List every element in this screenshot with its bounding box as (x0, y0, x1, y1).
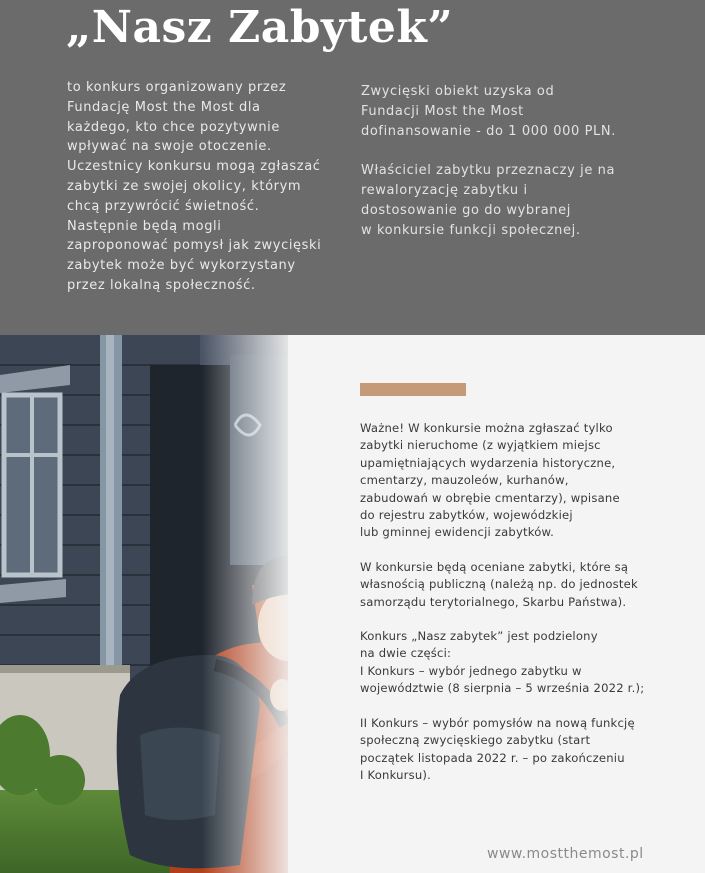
funding-paragraph (361, 82, 641, 141)
intro-line: przez lokalną społeczność. (67, 277, 256, 293)
details-line: na dwie części: (360, 646, 452, 661)
details-line: zabytki nieruchome (z wyjątkiem miejsc (360, 438, 601, 453)
intro-line: zabytki ze swojej okolicy, którym (67, 178, 302, 194)
details-line: I Konkursu). (360, 767, 432, 782)
details-line: zabudowań w obrębie cmentarzy), wpisane (360, 490, 620, 505)
details-line: początek listopada 2022 r. – po zakończeniu (360, 750, 625, 765)
details-line: do rejestru zabytków, wojewódzkiej (360, 508, 573, 523)
details-line: lub gminnej ewidencji zabytków. (360, 525, 555, 540)
intro-line: każdego, kto chce pozytywnie (67, 119, 280, 135)
owner-line: Właściciel zabytku przeznaczy je na (361, 163, 616, 179)
important-paragraph (360, 420, 660, 542)
funding-column (361, 82, 641, 241)
funding-line: Fundacji Most the Most (361, 103, 524, 119)
details-line: własnością publiczną (należą np. do jednostek (360, 577, 638, 592)
details-line: W konkursie będą oceniane zabytki, które są (360, 559, 629, 574)
owner-paragraph (361, 161, 641, 240)
intro-line: zaproponować pomysł jak zwycięski (67, 238, 322, 254)
funding-line: Zwycięski obiekt uzyska od (361, 84, 555, 99)
details-line: województwie (8 sierpnia – 5 września 2022 r.); (360, 681, 645, 696)
page-title: „Nasz Zabytek” (66, 2, 454, 53)
header-band (0, 0, 705, 335)
second-stage-paragraph (360, 715, 660, 785)
website-link[interactable]: www.mostthemost.pl (487, 846, 644, 862)
details-line: samorządu terytorialnego, Skarbu Państwa). (360, 594, 627, 609)
details-line: społeczną zwycięskiego zabytku (start (360, 733, 591, 748)
intro-line: wpływać na swoje otoczenie. (67, 139, 272, 155)
details-line: cmentarzy, mauzoleów, kurhanów, (360, 473, 569, 488)
owner-line: dostosowanie go do wybranej (361, 202, 571, 218)
photo-icon (0, 335, 288, 873)
intro-line: Fundację Most the Most dla (67, 99, 261, 115)
intro-line: zabytek może być wykorzystany (67, 258, 296, 274)
intro-column (67, 78, 337, 296)
details-line: I Konkurs – wybór jednego zabytku w (360, 663, 582, 678)
accent-bar (360, 383, 466, 396)
intro-line: Następnie będą mogli (67, 218, 222, 234)
intro-line: chcą przywrócić świetność. (67, 198, 260, 214)
owner-line: w konkursie funkcji społecznej. (361, 222, 581, 238)
details-section (360, 420, 660, 784)
details-line: upamiętniających wydarzenia historyczne, (360, 455, 616, 470)
photo-girl-with-backpack (0, 335, 288, 873)
intro-line: Uczestnicy konkursu mogą zgłaszać (67, 159, 321, 175)
intro-line: to konkurs organizowany przez (67, 80, 287, 95)
evaluation-paragraph (360, 559, 660, 611)
stages-paragraph (360, 628, 660, 698)
funding-line: dofinansowanie - do 1 000 000 PLN. (361, 123, 616, 139)
details-line: Ważne! W konkursie można zgłaszać tylko (360, 421, 613, 435)
details-line: II Konkurs – wybór pomysłów na nową funkcję (360, 715, 635, 730)
owner-line: rewaloryzację zabytku i (361, 183, 528, 199)
details-line: Konkurs „Nasz zabytek” jest podzielony (360, 629, 598, 644)
